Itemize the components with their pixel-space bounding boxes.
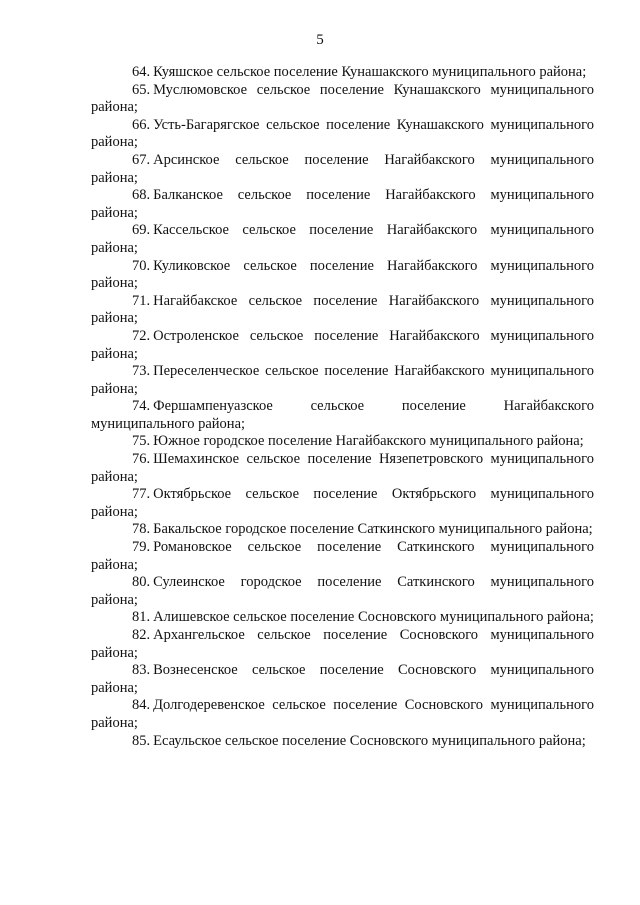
- item-number: 81.: [132, 609, 151, 626]
- item-text: Нагайбакское сельское поселение Нагайбакского муниципального района;: [91, 292, 594, 327]
- list-item: [91, 363, 594, 398]
- list-item: [91, 117, 594, 152]
- item-number: 77.: [132, 486, 151, 503]
- item-text: Усть-Багарягское сельское поселение Кунашакского муниципального района;: [91, 116, 594, 151]
- list-item: [91, 82, 594, 117]
- list-item: [91, 662, 594, 697]
- list-item: [91, 433, 594, 451]
- item-text: Муслюмовское сельское поселение Кунашакского муниципального района;: [91, 81, 594, 116]
- list-item: [91, 398, 594, 433]
- item-text: Шемахинское сельское поселение Нязепетровского муниципального района;: [91, 451, 594, 485]
- item-number: 80.: [132, 574, 151, 591]
- list-item: [91, 64, 594, 82]
- item-text: Долгодеревенское сельское поселение Сосновского муниципального района;: [91, 697, 594, 731]
- list-item: [91, 222, 594, 257]
- item-text: Арсинское сельское поселение Нагайбакского муниципального района;: [91, 151, 594, 186]
- list-item: [91, 627, 594, 662]
- item-number: 72.: [132, 327, 151, 344]
- list-item: [91, 258, 594, 293]
- item-text: Октябрьское сельское поселение Октябрьского муниципального района;: [91, 486, 594, 520]
- item-text: Вознесенское сельское поселение Сосновского муниципального района;: [91, 662, 594, 696]
- item-number: 67.: [132, 151, 151, 168]
- list-item: [91, 486, 594, 521]
- item-number: 69.: [132, 222, 151, 239]
- item-text: Фершампенуазское сельское поселение Нагайбакского муниципального района;: [91, 398, 594, 432]
- item-number: 73.: [132, 363, 151, 380]
- item-text: Переселенческое сельское поселение Нагайбакского муниципального района;: [91, 363, 594, 397]
- item-number: 65.: [132, 81, 151, 98]
- item-number: 85.: [132, 732, 151, 749]
- item-number: 82.: [132, 627, 151, 643]
- item-number: 74.: [132, 398, 151, 415]
- list-item: [91, 152, 594, 187]
- item-text: Остроленское сельское поселение Нагайбакского муниципального района;: [91, 327, 594, 362]
- item-text: Алишевское сельское поселение Сосновского муниципального района;: [153, 609, 594, 626]
- settlement-list: [91, 64, 594, 750]
- item-text: Балканское сельское поселение Нагайбакского муниципального района;: [91, 187, 594, 221]
- item-number: 68.: [132, 187, 151, 204]
- item-text: Архангельское сельское поселение Сосновского муниципального района;: [91, 627, 594, 661]
- item-text: Сулеинское городское поселение Саткинского муниципального района;: [91, 574, 594, 608]
- list-item: [91, 697, 594, 732]
- list-item: [91, 328, 594, 363]
- item-number: 83.: [132, 662, 151, 679]
- list-item: [91, 521, 594, 539]
- item-number: 76.: [132, 451, 151, 468]
- list-item: [91, 293, 594, 328]
- list-item: [91, 574, 594, 609]
- item-number: 70.: [132, 257, 151, 274]
- item-number: 66.: [132, 116, 151, 133]
- item-number: 79.: [132, 539, 151, 556]
- list-item: [91, 609, 594, 627]
- list-item: [91, 187, 594, 222]
- item-text: Южное городское поселение Нагайбакского муниципального района;: [153, 433, 584, 450]
- list-item: [91, 451, 594, 486]
- item-text: Романовское сельское поселение Саткинского муниципального района;: [91, 539, 594, 573]
- item-number: 71.: [132, 292, 151, 309]
- list-item: [91, 539, 594, 574]
- item-number: 84.: [132, 697, 151, 714]
- item-text: Кассельское сельское поселение Нагайбакского муниципального района;: [91, 222, 594, 256]
- item-text: Бакальское городское поселение Саткинского муниципального района;: [153, 521, 593, 538]
- list-item: [91, 733, 594, 751]
- item-number: 64.: [132, 64, 151, 80]
- item-text: Есаульское сельское поселение Сосновского муниципального района;: [153, 732, 586, 749]
- item-number: 75.: [132, 433, 151, 450]
- page-number: 5: [316, 32, 324, 48]
- item-number: 78.: [132, 521, 151, 538]
- item-text: Куликовское сельское поселение Нагайбакского муниципального района;: [91, 257, 594, 292]
- item-text: Куяшское сельское поселение Кунашакского муниципального района;: [153, 64, 587, 80]
